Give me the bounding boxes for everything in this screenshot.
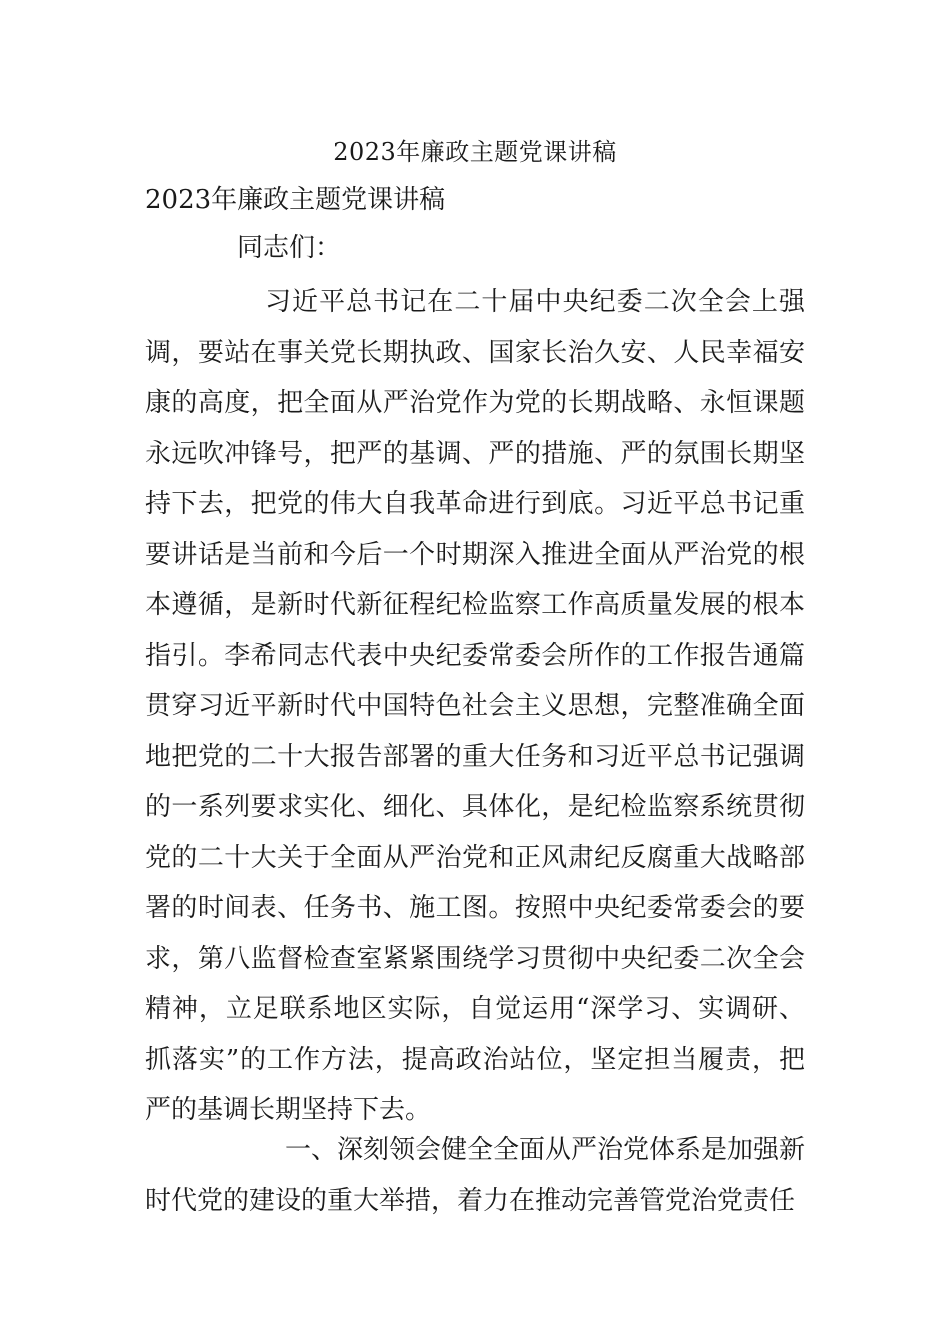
body-paragraph-2: 一、深刻领会健全全面从严治党体系是加强新时代党的建设的重大举措，着力在推动完善管党治党责任: [145, 1135, 806, 1216]
salutation: 同志们：: [237, 233, 342, 263]
document-subtitle: 2023年廉政主题党课讲稿: [145, 185, 446, 215]
document-title: 2023年廉政主题党课讲稿: [333, 138, 617, 166]
body-paragraph-1: 习近平总书记在二十届中央纪委二次全会上强调，要站在事关党长期执政、国家长治久安、人民幸福安康的高度，把全面从严治党作为党的长期战略、永恒课题永远吹冲锋号，把严的基调、严的措施、严的氛围长期坚持下去，把党的伟大自我革命进行到底。习近平总书记重要讲话是当前和今后一个时期深入推进全面从严治党的根本遵循，是新时代新征程纪检监察工作高质量发展的根本指引。李希同志代表中央纪委常委会所作的工作报告通篇贯穿习近平新时代中国特色社会主义思想，完整准确全面地把党的二十大报告部署的重大任务和习近平总书记强调的一系列要求实化、细化、具体化，是纪检监察系统贯彻党的二十大关于全面从严治党和正风肃纪反腐重大战略部署的时间表、任务书、施工图。按照中央纪委常委会的要求，第八监督检查室紧紧围绕学习贯彻中央纪委二次全会精神，立足联系地区实际，自觉运用“深学习、实调研、抓落实”的工作方法，提高政治站位，坚定担当履责，把严的基调长期坚持下去。: [145, 287, 805, 1125]
